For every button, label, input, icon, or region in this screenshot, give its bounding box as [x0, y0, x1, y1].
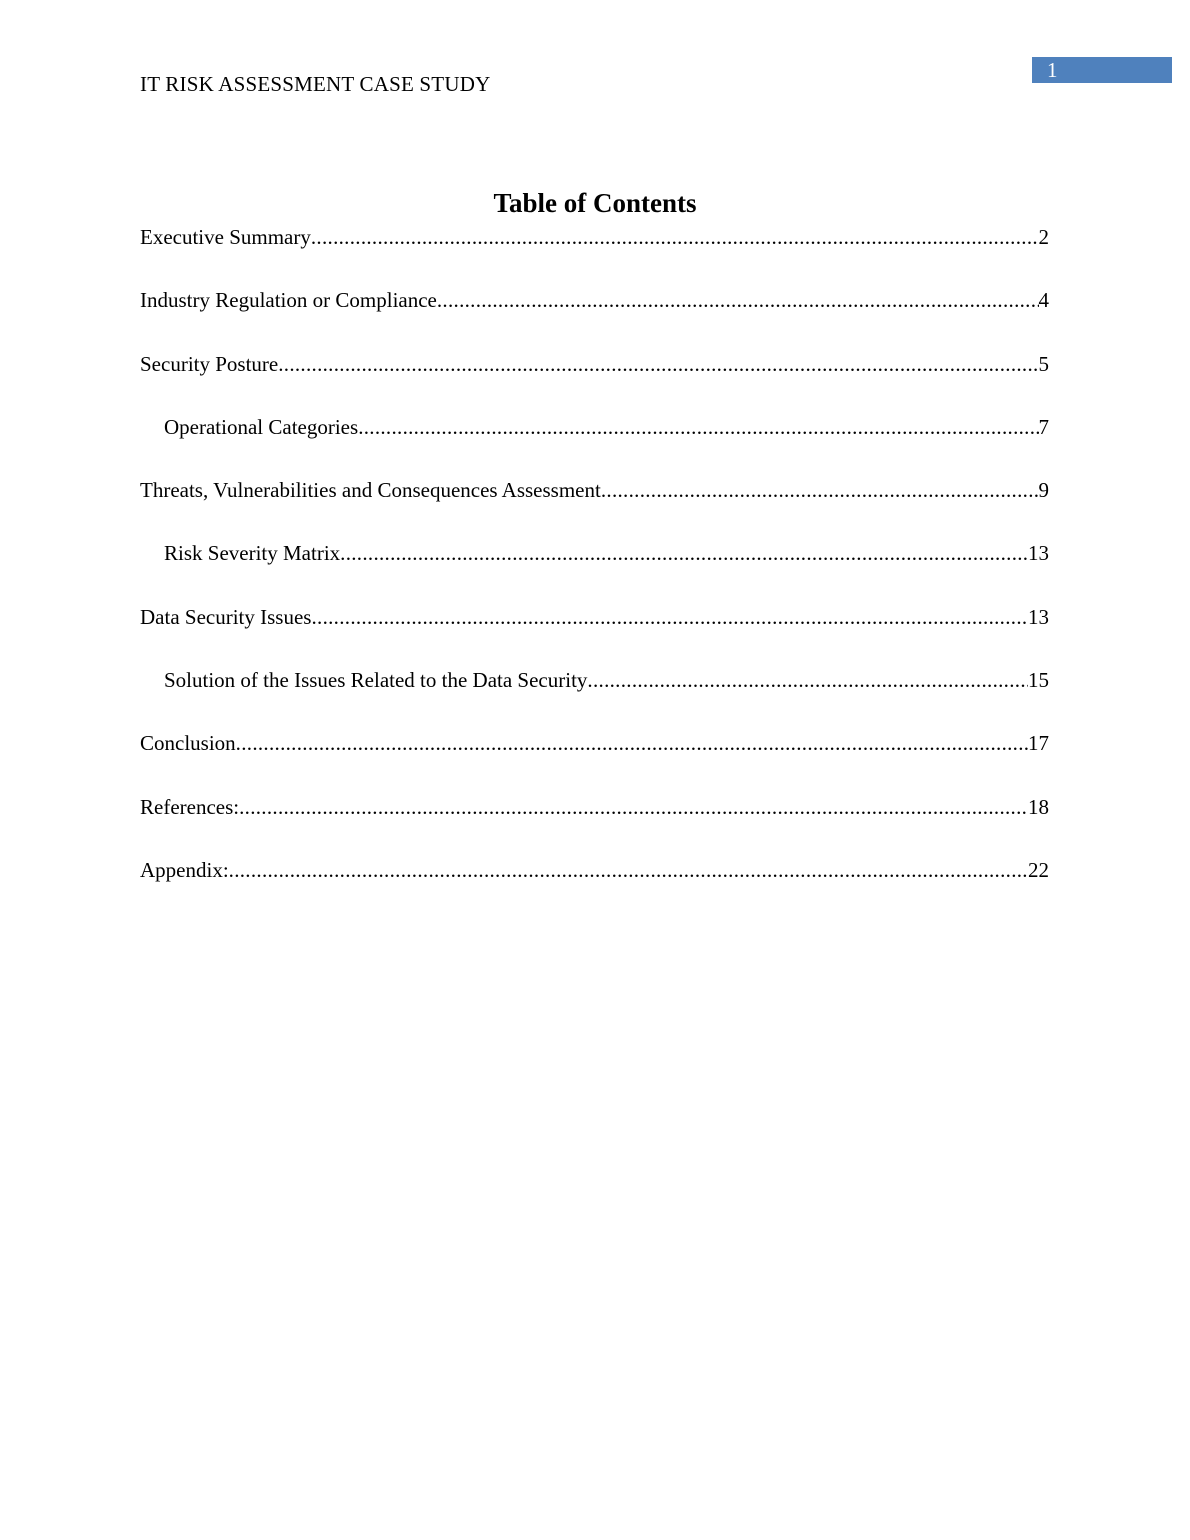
toc-entry-threats-assessment[interactable]	[140, 475, 1049, 538]
toc-list	[140, 222, 1049, 918]
toc-dot-leader	[358, 412, 1038, 442]
toc-entry-risk-severity-matrix[interactable]	[140, 538, 1049, 601]
toc-entry-page: 13	[1028, 604, 1049, 629]
toc-entry-industry-regulation[interactable]	[140, 285, 1049, 348]
toc-entry-label: References:	[140, 794, 240, 819]
page-number-badge	[1032, 57, 1172, 83]
toc-entry-appendix[interactable]	[140, 855, 1049, 918]
toc-entry-page: 4	[1038, 288, 1049, 313]
toc-entry-page: 22	[1028, 857, 1049, 882]
toc-entry-page: 7	[1038, 414, 1049, 439]
toc-entry-references[interactable]	[140, 792, 1049, 855]
toc-dot-leader	[437, 285, 1039, 315]
toc-entry-label: Solution of the Issues Related to the Data Security	[164, 668, 588, 693]
toc-dot-leader	[311, 602, 1028, 632]
toc-entry-page: 13	[1028, 541, 1049, 566]
toc-dot-leader	[278, 349, 1038, 379]
toc-entry-label: Industry Regulation or Compliance	[140, 288, 437, 313]
toc-entry-label: Risk Severity Matrix	[164, 541, 341, 566]
toc-dot-leader	[587, 665, 1028, 695]
toc-entry-page: 18	[1028, 794, 1049, 819]
toc-dot-leader	[601, 475, 1039, 505]
toc-entry-conclusion[interactable]	[140, 728, 1049, 791]
toc-entry-page: 15	[1028, 668, 1049, 693]
toc-entry-page: 9	[1038, 478, 1049, 503]
toc-dot-leader	[239, 792, 1028, 822]
toc-entry-operational-categories[interactable]	[140, 412, 1049, 475]
toc-dot-leader	[311, 222, 1039, 252]
toc-entry-label: Data Security Issues	[140, 604, 312, 629]
toc-entry-label: Security Posture	[140, 351, 279, 376]
toc-entry-label: Operational Categories	[164, 414, 359, 439]
toc-entry-label: Threats, Vulnerabilities and Consequences Assessment	[140, 478, 601, 503]
toc-dot-leader	[340, 538, 1028, 568]
toc-entry-page: 5	[1038, 351, 1049, 376]
toc-dot-leader	[236, 728, 1028, 758]
running-head-title: IT RISK ASSESSMENT CASE STUDY	[140, 72, 491, 96]
toc-entry-data-security-solution[interactable]	[140, 665, 1049, 728]
toc-entry-security-posture[interactable]	[140, 349, 1049, 412]
page-number: 1	[1047, 58, 1058, 82]
toc-entry-data-security-issues[interactable]	[140, 602, 1049, 665]
toc-entry-label: Conclusion	[140, 731, 236, 756]
toc-entry-label: Executive Summary	[140, 225, 311, 249]
toc-heading: Table of Contents	[493, 188, 697, 218]
toc-entry-page: 17	[1028, 731, 1049, 756]
toc-dot-leader	[229, 855, 1028, 885]
toc-entry-page: 2	[1038, 225, 1049, 249]
toc-entry-executive-summary[interactable]	[140, 222, 1049, 285]
toc-entry-label: Appendix:	[140, 857, 229, 882]
